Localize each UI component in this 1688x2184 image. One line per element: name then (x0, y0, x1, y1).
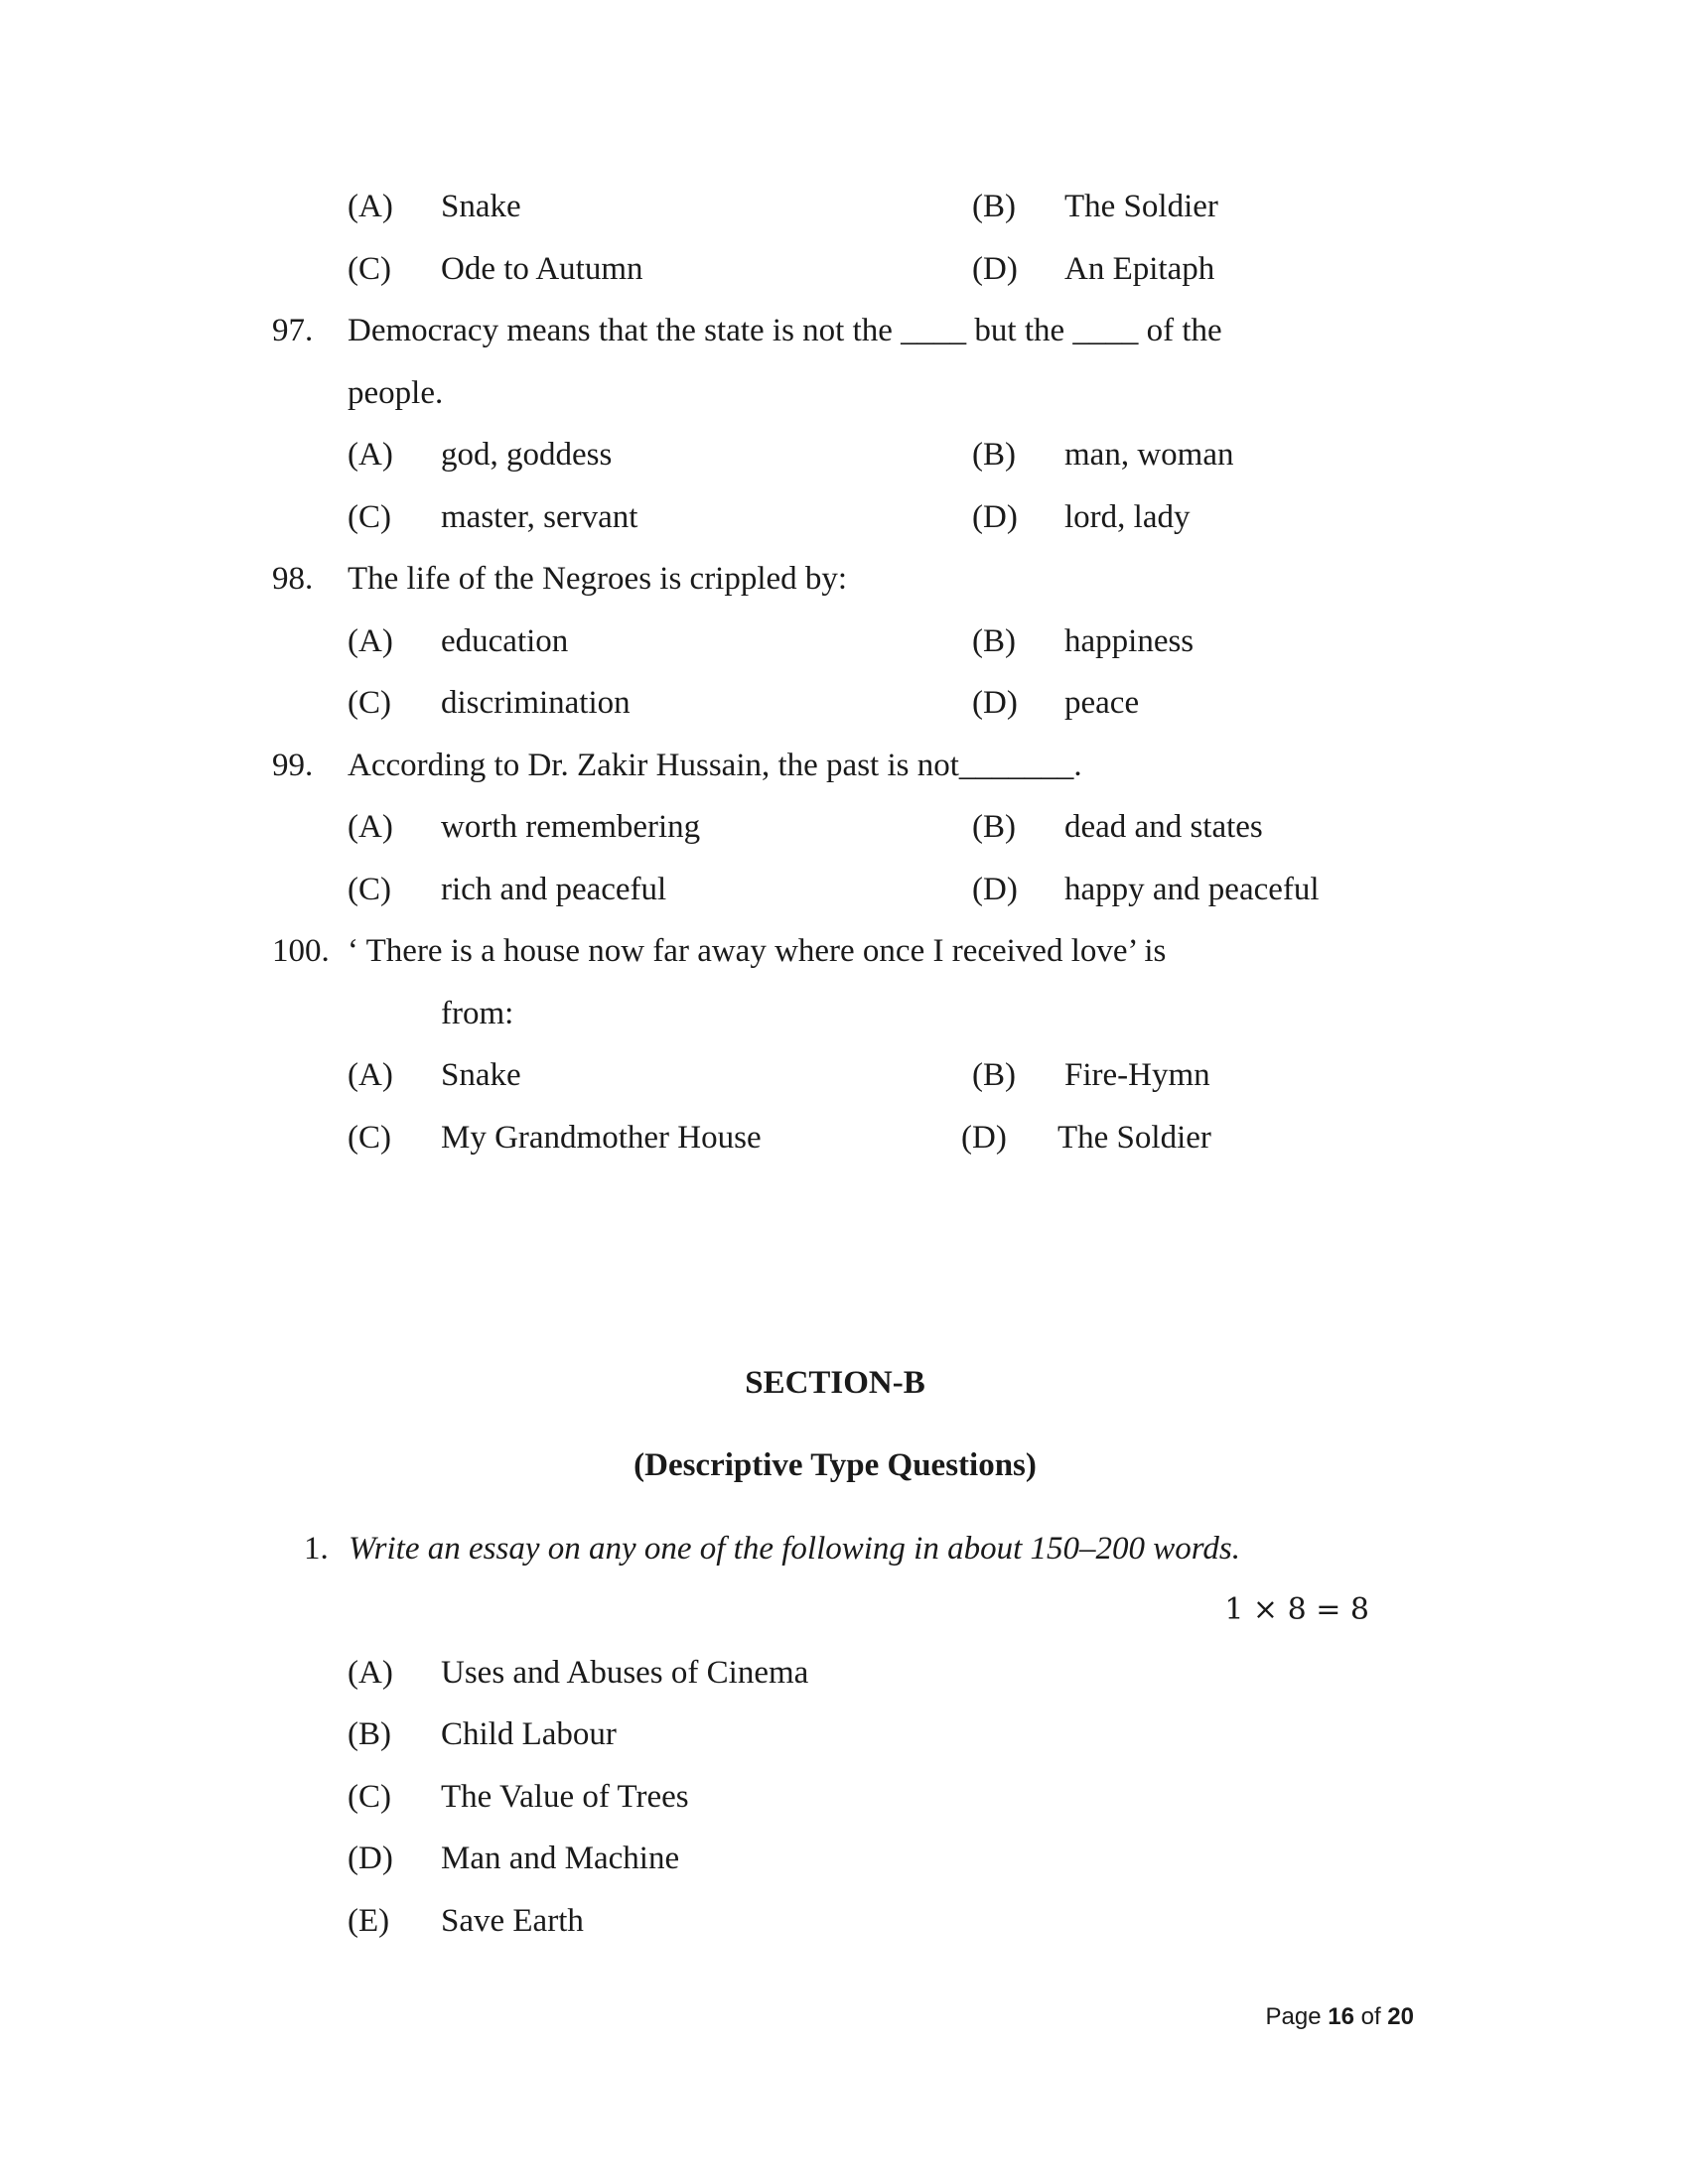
topic-text: Save Earth (441, 1903, 584, 1939)
option-text: An Epitaph (1064, 251, 1215, 287)
option-label: (C) (348, 872, 391, 907)
page-word: Page (1265, 2003, 1322, 2030)
page-number (1266, 2003, 1415, 2031)
option-text: master, servant (441, 499, 638, 535)
option-text: education (441, 623, 569, 659)
option-text: peace (1064, 685, 1140, 721)
option-label: (D) (961, 1120, 1007, 1156)
question-text: ‘ There is a house now far away where once I received love’ is (348, 933, 1167, 969)
total-pages: 20 (1387, 2003, 1414, 2030)
option-text: worth remembering (441, 809, 701, 845)
question-text-cont: from: (441, 996, 514, 1031)
option-text: Ode to Autumn (441, 251, 643, 287)
option-label: (B) (972, 623, 1016, 659)
option-label: (A) (348, 1057, 393, 1093)
option-label: (C) (348, 251, 391, 287)
option-label: (D) (972, 872, 1018, 907)
option-text: discrimination (441, 685, 631, 721)
option-label: (D) (972, 499, 1018, 535)
topic-label: (B) (348, 1716, 391, 1752)
option-label: (D) (972, 251, 1018, 287)
topic-label: (C) (348, 1779, 391, 1815)
option-label: (C) (348, 1120, 391, 1156)
option-text: lord, lady (1064, 499, 1191, 535)
question-number: 1. (304, 1531, 329, 1567)
question-number: 97. (272, 313, 314, 348)
topic-label: (E) (348, 1903, 390, 1939)
option-text: man, woman (1064, 437, 1234, 473)
topic-text: Man and Machine (441, 1841, 680, 1876)
topic-text: The Value of Trees (441, 1779, 689, 1815)
topic-text: Uses and Abuses of Cinema (441, 1655, 809, 1691)
section-subtitle: (Descriptive Type Questions) (633, 1447, 1037, 1483)
question-number: 100. (272, 933, 330, 969)
question-text: The life of the Negroes is crippled by: (348, 561, 848, 597)
question-text: Write an essay on any one of the following in about 150–200 words. (349, 1531, 1240, 1567)
option-text: Snake (441, 1057, 521, 1093)
question-number: 98. (272, 561, 314, 597)
question-number: 99. (272, 748, 314, 783)
option-label: (C) (348, 499, 391, 535)
option-text: rich and peaceful (441, 872, 667, 907)
section-title: SECTION-B (745, 1365, 925, 1401)
option-label: (B) (972, 437, 1016, 473)
topic-text: Child Labour (441, 1716, 617, 1752)
option-label: (D) (972, 685, 1018, 721)
option-text: The Soldier (1057, 1120, 1211, 1156)
option-label: (A) (348, 437, 393, 473)
option-text: happiness (1064, 623, 1195, 659)
option-label: (A) (348, 189, 393, 224)
option-label: (B) (972, 809, 1016, 845)
marks: 1 × 8 = 8 (1224, 1592, 1369, 1627)
option-text: happy and peaceful (1064, 872, 1320, 907)
option-label: (B) (972, 189, 1016, 224)
option-label: (A) (348, 809, 393, 845)
question-text: Democracy means that the state is not the ____ but the ____ of the (348, 313, 1222, 348)
question-text: According to Dr. Zakir Hussain, the past is not_______. (348, 748, 1082, 783)
of-word: of (1360, 2003, 1381, 2030)
option-text: god, goddess (441, 437, 613, 473)
current-page: 16 (1328, 2003, 1354, 2030)
option-label: (C) (348, 685, 391, 721)
topic-label: (D) (348, 1841, 393, 1876)
option-label: (B) (972, 1057, 1016, 1093)
option-text: Snake (441, 189, 521, 224)
option-text: dead and states (1064, 809, 1263, 845)
option-text: The Soldier (1064, 189, 1218, 224)
question-text-cont: people. (348, 375, 444, 411)
option-text: My Grandmother House (441, 1120, 762, 1156)
option-label: (A) (348, 623, 393, 659)
topic-label: (A) (348, 1655, 393, 1691)
option-text: Fire-Hymn (1064, 1057, 1210, 1093)
